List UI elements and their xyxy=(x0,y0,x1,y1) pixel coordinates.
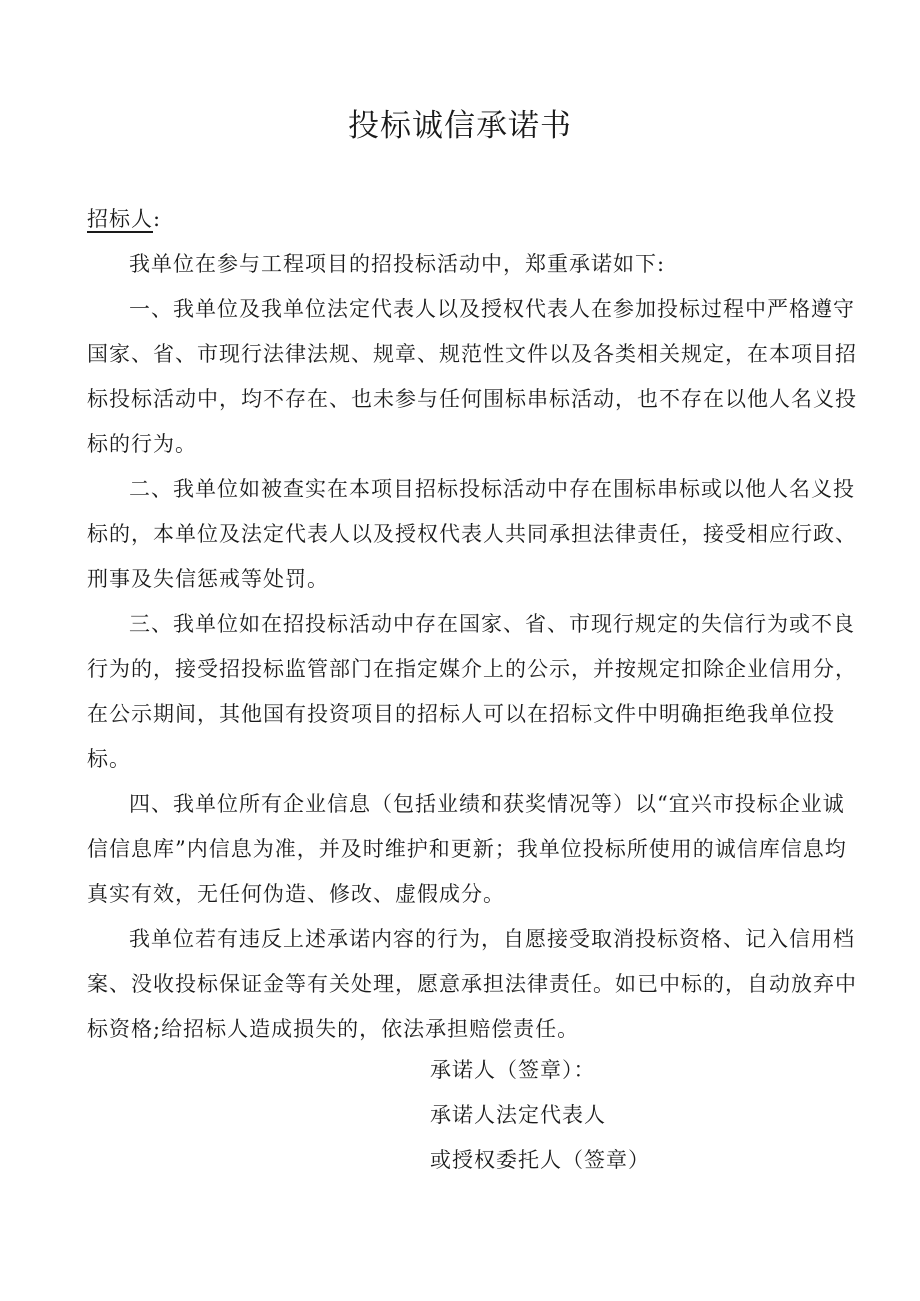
addressee-line xyxy=(87,197,857,242)
document-title: 投标诚信承诺书 xyxy=(348,108,572,144)
addressee-colon: : xyxy=(153,207,162,231)
closing-paragraph: 我单位若有违反上述承诺内容的行为，自愿接受取消投标资格、记入信用档案、没收投标保证金等有关处理，愿意承担法律责任。如已中标的，自动放弃中标资格;给招标人造成损失的，依法承担赔偿责任。 xyxy=(87,927,857,1041)
clause-4: 四、我单位所有企业信息（包括业绩和获奖情况等）以“宜兴市投标企业诚信信息库”内信息为准，并及时维护和更新；我单位投标所使用的诚信库信息均真实有效，无任何伪造、修改、虚假成分。 xyxy=(87,792,847,906)
signature-legal-rep: 承诺人法定代表人 xyxy=(430,1103,606,1127)
clause-2: 二、我单位如被查实在本项目招标投标活动中存在围标串标或以他人名义投标的，本单位及法定代表人以及授权代表人共同承担法律责任，接受相应行政、刑事及失信惩戒等处罚。 xyxy=(87,477,857,591)
clause-1: 一、我单位及我单位法定代表人以及授权代表人在参加投标过程中严格遵守国家、省、市现行法律法规、规章、规范性文件以及各类相关规定，在本项目招标投标活动中，均不存在、也未参与任何围标串标活动，也不存在以他人名义投标的行为。 xyxy=(87,297,857,456)
signature-block xyxy=(430,1048,650,1183)
signature-authorized-agent: 或授权委托人（签章） xyxy=(430,1148,650,1172)
intro-paragraph: 我单位在参与工程项目的招投标活动中，郑重承诺如下: xyxy=(129,252,666,276)
clause-3: 三、我单位如在招投标活动中存在国家、省、市现行规定的失信行为或不良行为的，接受招投标监管部门在指定媒介上的公示，并按规定扣除企业信用分，在公示期间，其他国有投资项目的招标人可以在招标文件中明确拒绝我单位投标。 xyxy=(87,612,857,771)
signature-promisor: 承诺人（签章）： xyxy=(430,1058,596,1082)
document-body xyxy=(87,197,857,1052)
addressee-label: 招标人 xyxy=(87,207,153,231)
